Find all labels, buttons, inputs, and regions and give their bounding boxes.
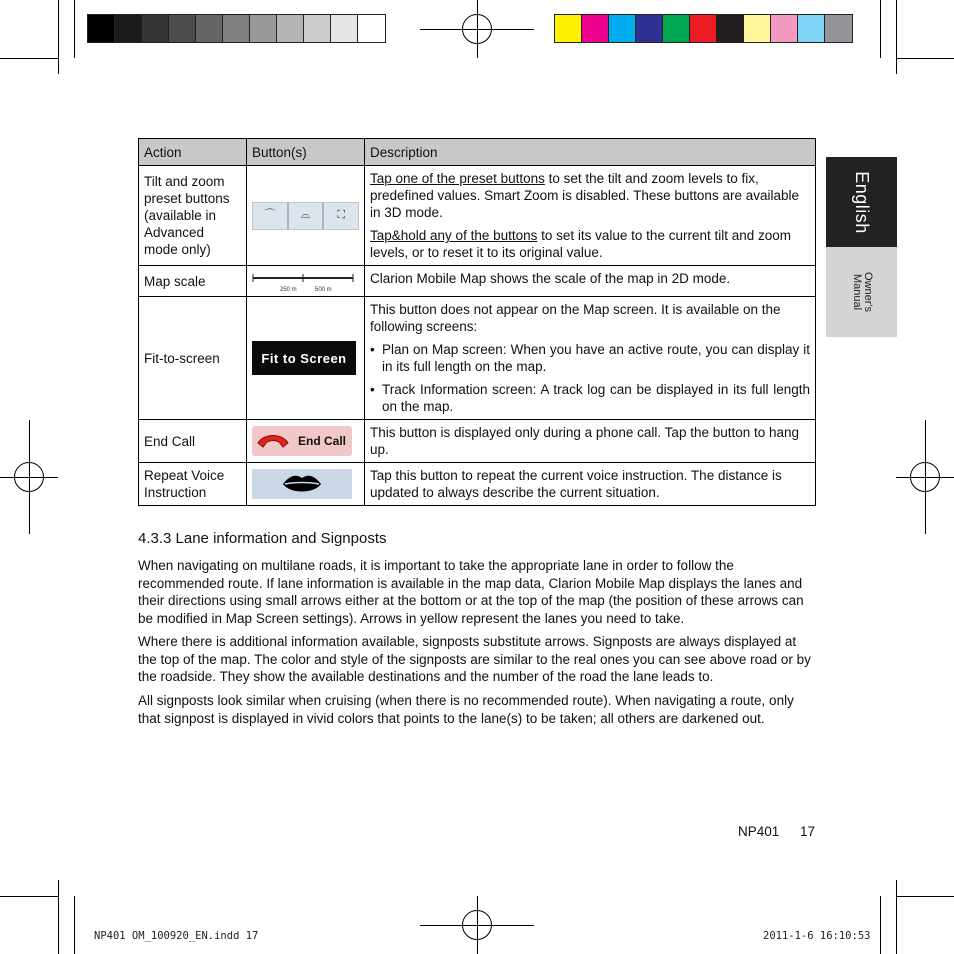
slug-timestamp: 2011-1-6 16:10:53 bbox=[763, 930, 871, 942]
color-swatch bbox=[223, 15, 250, 42]
color-swatch bbox=[169, 15, 196, 42]
button-cell bbox=[247, 297, 365, 420]
color-swatch bbox=[825, 15, 852, 42]
list-item: • Track Information screen: A track log can be displayed in its full length on the map. bbox=[370, 382, 810, 414]
button-cell bbox=[247, 463, 365, 506]
description-cell bbox=[365, 166, 816, 266]
color-swatch bbox=[717, 15, 744, 42]
color-swatch bbox=[142, 15, 169, 42]
crop-mark bbox=[896, 880, 897, 954]
description-cell: Clarion Mobile Map shows the scale of the map in 2D mode. bbox=[365, 266, 816, 297]
table-header: Button(s) bbox=[247, 139, 365, 166]
color-swatch bbox=[582, 15, 609, 42]
table-row bbox=[139, 266, 816, 297]
desc-link: Tap one of the preset buttons bbox=[370, 171, 545, 186]
table-row bbox=[139, 420, 816, 463]
crop-mark bbox=[74, 896, 75, 954]
phone-hangup-icon bbox=[256, 433, 290, 449]
list-item: • Plan on Map screen: When you have an active route, you can display it in its full length on the map. bbox=[370, 342, 810, 374]
color-swatch bbox=[304, 15, 331, 42]
list-item-text: Plan on Map screen: When you have an active route, you can display it in its full length on the map. bbox=[382, 342, 810, 374]
color-swatch bbox=[277, 15, 304, 42]
color-swatch bbox=[88, 15, 115, 42]
action-cell: Tilt and zoom preset buttons (available in Advanced mode only) bbox=[139, 166, 247, 266]
crop-mark bbox=[896, 58, 954, 59]
color-swatch bbox=[250, 15, 277, 42]
lips-icon bbox=[282, 473, 322, 495]
tilt-zoom-preset-buttons bbox=[252, 202, 359, 230]
button-reference-table bbox=[138, 138, 816, 506]
map-scale-bar bbox=[252, 270, 354, 292]
color-swatch bbox=[196, 15, 223, 42]
crop-mark bbox=[58, 880, 59, 954]
table-row bbox=[139, 297, 816, 420]
body-paragraph: All signposts look similar when cruising (when there is no recommended route). When navigating a route, only that signpost is displayed in vivid colors that points to the lane(s) to be taken; all others are darkened out. bbox=[138, 693, 794, 726]
page-number: 17 bbox=[800, 824, 816, 839]
list-item-text: Track Information screen: A track log can be displayed in its full length on the map. bbox=[382, 382, 810, 414]
crop-mark bbox=[896, 0, 897, 74]
color-swatch bbox=[555, 15, 582, 42]
table-header: Action bbox=[139, 139, 247, 166]
action-cell: Fit-to-screen bbox=[139, 297, 247, 420]
color-swatch bbox=[690, 15, 717, 42]
color-swatch bbox=[663, 15, 690, 42]
desc-text: This button does not appear on the Map screen. It is available on the following screens: bbox=[370, 302, 781, 334]
slug-filename: NP401 OM_100920_EN.indd 17 bbox=[94, 930, 259, 942]
scale-label: 500 m bbox=[315, 287, 332, 293]
crop-mark bbox=[880, 896, 881, 954]
body-paragraph: When navigating on multilane roads, it is important to take the appropriate lane in order to follow the recommended route. If lane information is available in the map data, Clarion Mobile Map displays the lanes and their directions using small arrows either at the bottom or at the top of the map (the position of these arrows can be modified in Map Screen settings). Arrows in yellow represent the lanes you need to take. bbox=[138, 558, 804, 626]
end-call-button[interactable] bbox=[252, 426, 352, 456]
tilt-preset-1-icon: ⌒ bbox=[253, 203, 289, 229]
action-cell: Map scale bbox=[139, 266, 247, 297]
scale-ruler-icon bbox=[252, 272, 354, 284]
desc-text: to set its value to the current tilt and zoom levels, or to reset it to its original value. bbox=[370, 228, 792, 260]
color-swatch bbox=[744, 15, 771, 42]
description-cell bbox=[365, 297, 816, 420]
table-row bbox=[139, 166, 816, 266]
color-swatch bbox=[358, 15, 385, 42]
crop-mark bbox=[58, 0, 59, 74]
table-header-row bbox=[139, 139, 816, 166]
action-cell: End Call bbox=[139, 420, 247, 463]
manual-tab-label: Owner's Manual bbox=[850, 272, 874, 312]
button-cell bbox=[247, 266, 365, 297]
desc-text: to set the tilt and zoom levels to fix, predefined values. Smart Zoom is disabled. These buttons are available in 3D mode. bbox=[370, 171, 799, 220]
table-row bbox=[139, 463, 816, 506]
manual-tab bbox=[826, 247, 897, 337]
crop-mark bbox=[0, 58, 58, 59]
crop-mark bbox=[880, 0, 881, 58]
description-cell: This button is displayed only during a phone call. Tap the button to hang up. bbox=[365, 420, 816, 463]
description-cell: Tap this button to repeat the current voice instruction. The distance is updated to always describe the current situation. bbox=[365, 463, 816, 506]
tilt-preset-3-icon: ⛶ bbox=[337, 209, 346, 221]
fit-to-screen-button[interactable]: Fit to Screen bbox=[252, 341, 356, 375]
crop-mark bbox=[896, 896, 954, 897]
color-swatch bbox=[636, 15, 663, 42]
color-swatch bbox=[331, 15, 358, 42]
body-paragraph: Where there is additional information available, signposts substitute arrows. Signposts are always displayed at the top of the map. The color and style of the signposts are similar to the real ones you can see above road or by the roadside. They show the available destinations and the number of the road the lane leads to. bbox=[138, 634, 811, 684]
color-swatch bbox=[609, 15, 636, 42]
scale-label: 250 m bbox=[280, 287, 297, 293]
end-call-label: End Call bbox=[298, 433, 347, 448]
action-cell: Repeat Voice Instruction bbox=[139, 463, 247, 506]
grayscale-color-bar bbox=[87, 14, 386, 43]
color-swatch bbox=[115, 15, 142, 42]
crop-mark bbox=[0, 896, 58, 897]
color-swatch bbox=[771, 15, 798, 42]
crop-mark bbox=[74, 0, 75, 58]
repeat-voice-button[interactable] bbox=[252, 469, 352, 499]
section-heading: 4.3.3 Lane information and Signposts bbox=[138, 530, 387, 547]
language-tab bbox=[826, 157, 897, 247]
button-cell bbox=[247, 420, 365, 463]
color-swatch bbox=[798, 15, 825, 42]
button-cell bbox=[247, 166, 365, 266]
process-color-bar bbox=[554, 14, 853, 43]
footer-model: NP401 bbox=[738, 824, 780, 839]
table-header: Description bbox=[365, 139, 816, 166]
desc-link: Tap&hold any of the buttons bbox=[370, 228, 538, 243]
tilt-preset-2-icon: ⌓ bbox=[289, 203, 325, 229]
language-tab-label: English bbox=[851, 170, 872, 234]
